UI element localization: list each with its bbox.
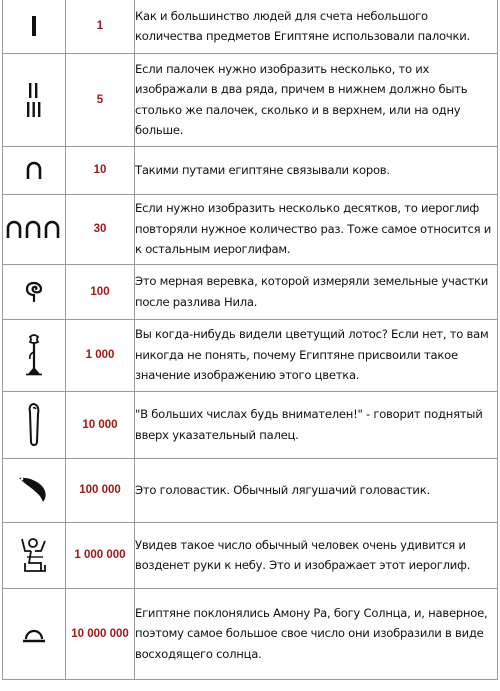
symbol-cell (3, 588, 66, 679)
table-row (3, 522, 498, 588)
stroke-icon (29, 15, 39, 37)
table-row (3, 53, 498, 146)
value-cell: 1 (66, 0, 135, 53)
symbol-cell (3, 0, 66, 53)
description-cell: Это головастик. Обычный лягушачий головастик. (135, 458, 498, 522)
symbol-cell (3, 53, 66, 146)
heel-bone-icon (25, 160, 43, 180)
symbol-cell (3, 458, 66, 522)
value-cell: 30 (66, 194, 135, 264)
value-cell: 5 (66, 53, 135, 146)
raised-finger-icon (26, 402, 42, 448)
table-row (3, 146, 498, 194)
symbol-cell (3, 194, 66, 264)
symbol-cell (3, 146, 66, 194)
astonished-man-icon (19, 537, 49, 573)
symbol-cell (3, 319, 66, 391)
tadpole-icon (17, 475, 51, 505)
value-cell: 1 000 000 (66, 522, 135, 588)
description-cell: Если палочек нужно изобразить несколько, то их изображали в два ряда, причем в нижнем должно быть столько же палочек, сколько и в верхнем, или на одну больше. (135, 53, 498, 146)
value-cell: 1 000 (66, 319, 135, 391)
description-cell: Вы когда-нибудь видели цветущий лотос? Если нет, то вам никогда не понять, почему Египтяне присвоили такое значение изображению этого цветка. (135, 319, 498, 391)
coil-of-rope-icon (25, 281, 43, 303)
symbol-cell (3, 391, 66, 458)
table-row (3, 264, 498, 319)
three-heel-bones-icon (5, 219, 63, 239)
value-cell: 100 000 (66, 458, 135, 522)
value-cell: 10 000 000 (66, 588, 135, 679)
description-cell: "В больших числах будь внимателен!" - говорит поднятый вверх указательный палец. (135, 391, 498, 458)
description-cell: Увидев такое число обычный человек очень удивится и вoзденет руки к небу. Это и изображает этот иероглиф. (135, 522, 498, 588)
symbol-cell (3, 522, 66, 588)
table-row (3, 391, 498, 458)
table-row (3, 194, 498, 264)
description-cell: Такими путами египтяне связывали коров. (135, 146, 498, 194)
table-row (3, 588, 498, 679)
lotus-flower-icon (25, 334, 43, 376)
symbol-cell (3, 264, 66, 319)
table-row (3, 458, 498, 522)
description-cell: Если нужно изобразить несколько десятков, то иероглиф повторяли нужное количество раз. Тоже самое относится и к остальным иероглифам. (135, 194, 498, 264)
description-cell: Это мерная веревка, которой измеряли земельные участки после разлива Нила. (135, 264, 498, 319)
value-cell: 10 (66, 146, 135, 194)
table-row (3, 319, 498, 391)
table-row (3, 0, 498, 53)
description-cell: Как и большинство людей для счета небольшого количества предметов Египтяне использовали палочки. (135, 0, 498, 53)
egyptian-numerals-table (2, 0, 498, 680)
description-cell: Египтяне поклонялись Амону Ра, богу Солнца, и, наверное, поэтому самое большое свое число они изобразили в виде восходящего солнца. (135, 588, 498, 679)
value-cell: 10 000 (66, 391, 135, 458)
five-strokes-icon (26, 82, 42, 118)
rising-sun-icon (21, 624, 47, 644)
value-cell: 100 (66, 264, 135, 319)
